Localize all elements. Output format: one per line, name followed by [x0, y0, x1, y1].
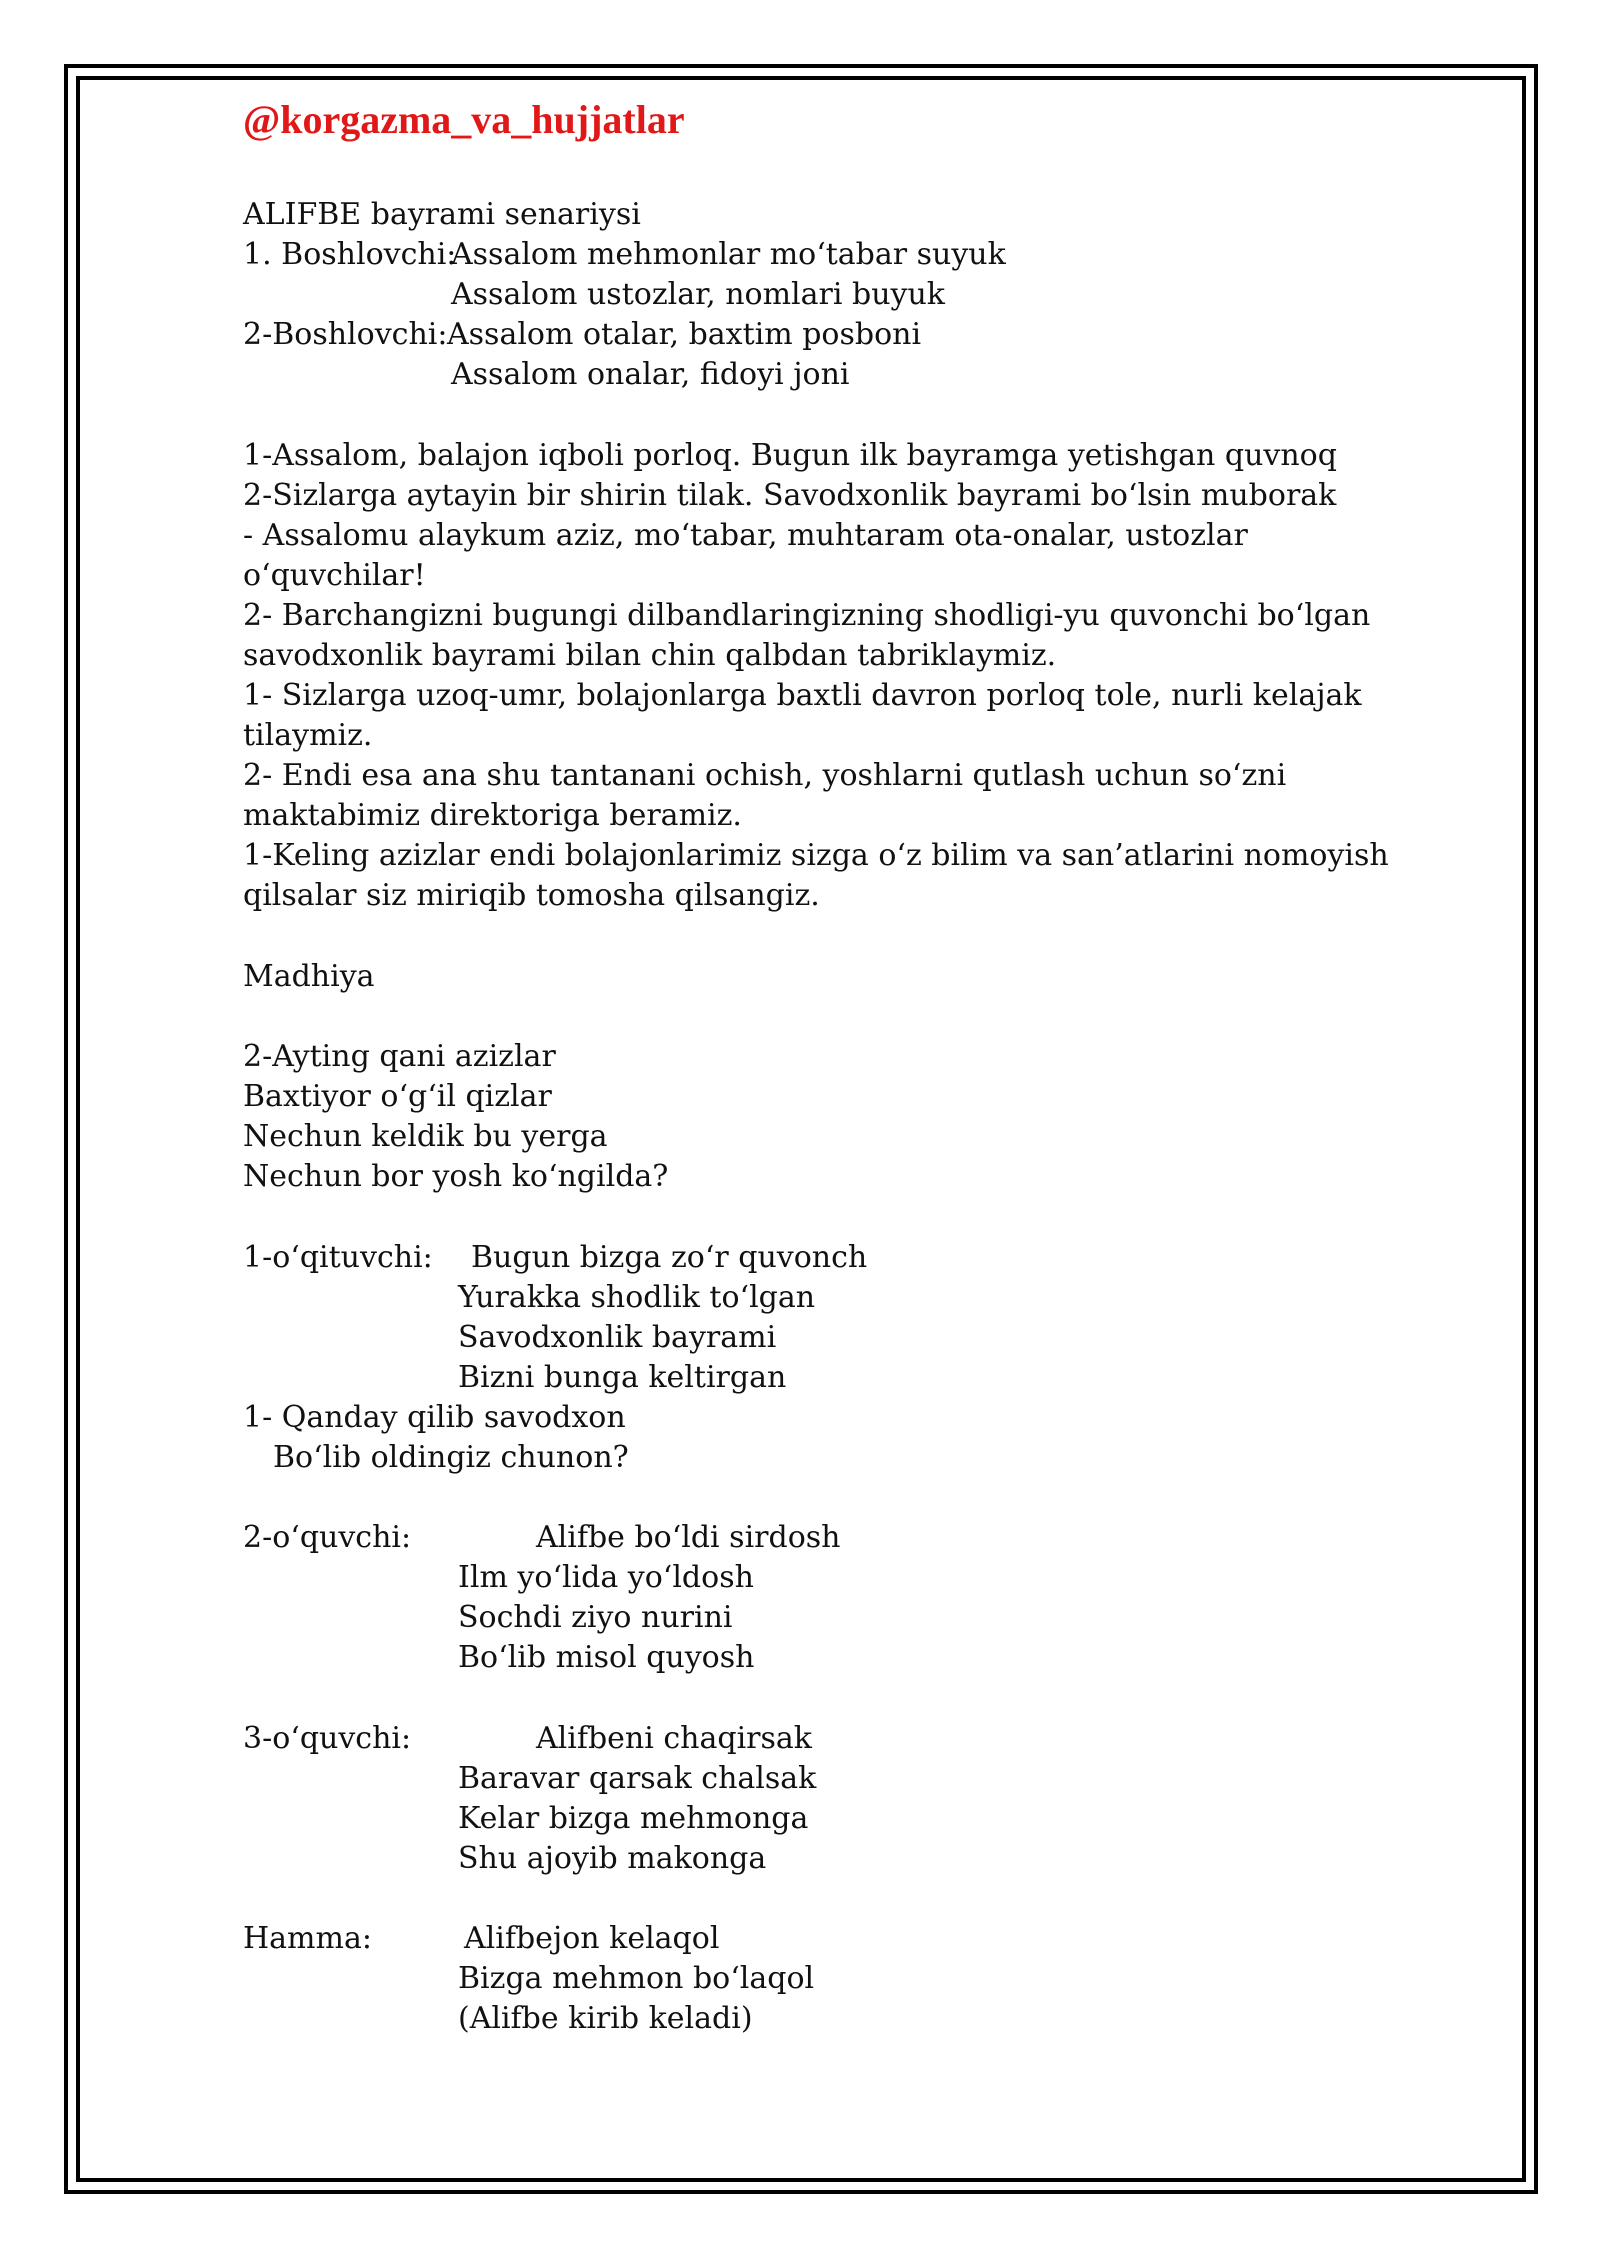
paragraph-line: 1-Keling azizlar endi bolajonlarimiz sizga o‘z bilim va san’atlarini nomoyish: [243, 838, 1389, 873]
speaker-label: 1. Boshlovchi:: [243, 237, 457, 272]
verse-line: Assalom otalar, baxtim posboni: [447, 317, 922, 352]
verse-line: 1- Qanday qilib savodxon: [243, 1400, 626, 1435]
verse-line: Bo‘lib oldingiz chunon?: [273, 1440, 629, 1475]
verse-line: Alifbe bo‘ldi sirdosh: [536, 1520, 841, 1555]
verse-line: Shu ajoyib makonga: [458, 1841, 767, 1876]
paragraph-line: qilsalar siz miriqib tomosha qilsangiz.: [243, 878, 820, 913]
verse-line: Kelar bizga mehmonga: [458, 1801, 809, 1836]
paragraph-line: 2- Endi esa ana shu tantanani ochish, yoshlarni qutlash uchun so‘zni: [243, 758, 1287, 793]
verse-line: 2-Ayting qani azizlar: [243, 1039, 556, 1074]
section-heading: Madhiya: [243, 959, 375, 994]
paragraph-line: tilaymiz.: [243, 718, 373, 753]
paragraph-line: savodxonlik bayrami bilan chin qalbdan tabriklaymiz.: [243, 638, 1057, 673]
paragraph-line: - Assalomu alaykum aziz, mo‘tabar, muhtaram ota-onalar, ustozlar: [243, 518, 1248, 553]
paragraph-line: 1-Assalom, balajon iqboli porloq. Bugun ilk bayramga yetishgan quvnoq: [243, 438, 1337, 473]
verse-line: Assalom ustozlar, nomlari buyuk: [451, 277, 945, 312]
speaker-label: Hamma:: [243, 1921, 372, 1956]
paragraph-line: 1- Sizlarga uzoq-umr, bolajonlarga baxtli davron porloq tole, nurli kelajak: [243, 678, 1362, 713]
speaker-label: 2-Boshlovchi:: [243, 317, 448, 352]
verse-line: Sochdi ziyo nurini: [458, 1600, 733, 1635]
verse-line: Bizga mehmon bo‘laqol: [458, 1961, 815, 1996]
document-title: ALIFBE bayrami senariysi: [243, 197, 641, 232]
verse-line: Bo‘lib misol quyosh: [458, 1640, 755, 1675]
speaker-label: 1-o‘qituvchi:: [243, 1240, 433, 1275]
verse-line: Baxtiyor o‘g‘il qizlar: [243, 1079, 552, 1114]
paragraph-line: maktabimiz direktoriga beramiz.: [243, 798, 742, 833]
verse-line: Bizni bunga keltirgan: [458, 1360, 787, 1395]
verse-line: Baravar qarsak chalsak: [458, 1761, 817, 1796]
verse-line: Bugun bizga zo‘r quvonch: [471, 1240, 868, 1275]
speaker-label: 3-o‘quvchi:: [243, 1721, 412, 1756]
paragraph-line: 2-Sizlarga aytayin bir shirin tilak. Savodxonlik bayrami bo‘lsin muborak: [243, 478, 1337, 513]
verse-line: Yurakka shodlik to‘lgan: [458, 1280, 816, 1315]
verse-line: Alifbejon kelaqol: [464, 1921, 720, 1956]
channel-handle: @korgazma_va_hujjatlar: [243, 97, 685, 142]
paragraph-line: 2- Barchangizni bugungi dilbandlaringizning shodligi-yu quvonchi bo‘lgan: [243, 598, 1371, 633]
verse-line: Assalom onalar, fidoyi joni: [451, 357, 850, 392]
stage-direction: (Alifbe kirib keladi): [458, 2001, 753, 2036]
verse-line: Nechun keldik bu yerga: [243, 1119, 608, 1154]
verse-line: Nechun bor yosh ko‘ngilda?: [243, 1159, 669, 1194]
verse-line: Assalom mehmonlar mo‘tabar suyuk: [451, 237, 1006, 272]
verse-line: Alifbeni chaqirsak: [536, 1721, 812, 1756]
verse-line: Ilm yo‘lida yo‘ldosh: [458, 1560, 754, 1595]
paragraph-line: o‘quvchilar!: [243, 558, 426, 593]
speaker-label: 2-o‘quvchi:: [243, 1520, 412, 1555]
verse-line: Savodxonlik bayrami: [458, 1320, 777, 1355]
